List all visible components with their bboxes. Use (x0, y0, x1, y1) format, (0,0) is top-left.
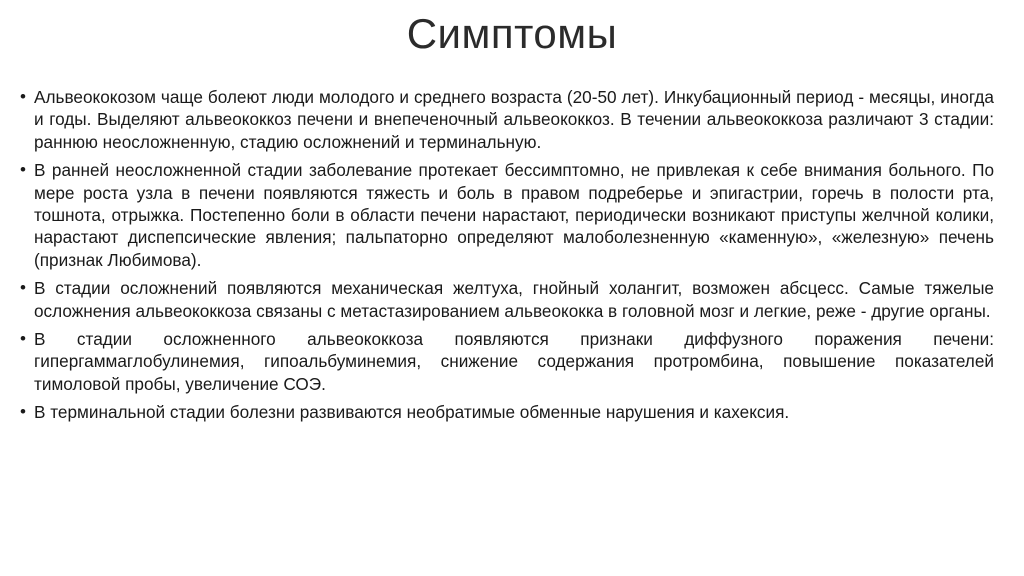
bullet-item (20, 277, 994, 322)
bullet-list (20, 86, 994, 430)
bullet-text: • Альвеококозом чаще болеют люди молодого и среднего возраста (20-50 лет). Инкубационный период - месяцы, иногда и годы. Выделяют альвеококкоз печени и внепеченочный альвеококкоз. В течении альвеококкоза различают 3 стадии: раннюю неосложненную, стадию осложнений и терминальную. (34, 87, 994, 152)
bullet-item (20, 328, 994, 395)
slide-title: Симптомы (406, 10, 618, 57)
bullet-text: • В стадии осложнений появляются механическая желтуха, гнойный холангит, возможен абсцесс. Самые тяжелые осложнения альвеококкоза связаны с метастазированием альвеококка в головной мозг и легкие, реже - другие органы. (34, 278, 994, 321)
bullet-item (20, 86, 994, 153)
bullet-item (20, 159, 994, 271)
bullet-text: • В ранней неосложненной стадии заболевание протекает бессимптомно, не привлекая к себе внимания больного. По мере роста узла в печени появляются тяжесть и боль в правом подреберье и эпигастрии, горечь в полости рта, тошнота, отрыжка. Постепенно боли в области печени нарастают, периодически возникают приступы желчной колики, нарастают диспепсические явления; пальпаторно определяют малоболезненную «каменную», «железную» печень (признак Любимова). (34, 160, 994, 270)
bullet-item (20, 401, 994, 423)
bullet-text: • В стадии осложненного альвеококкоза появляются признаки диффузного поражения печени: гипергаммаглобулинемия, гипоальбуминемия, снижение содержания протромбина, повышение показателей тимоловой пробы, увеличение СОЭ. (34, 329, 994, 394)
bullet-text: • В терминальной стадии болезни развиваются необратимые обменные нарушения и кахексия. (34, 402, 790, 423)
